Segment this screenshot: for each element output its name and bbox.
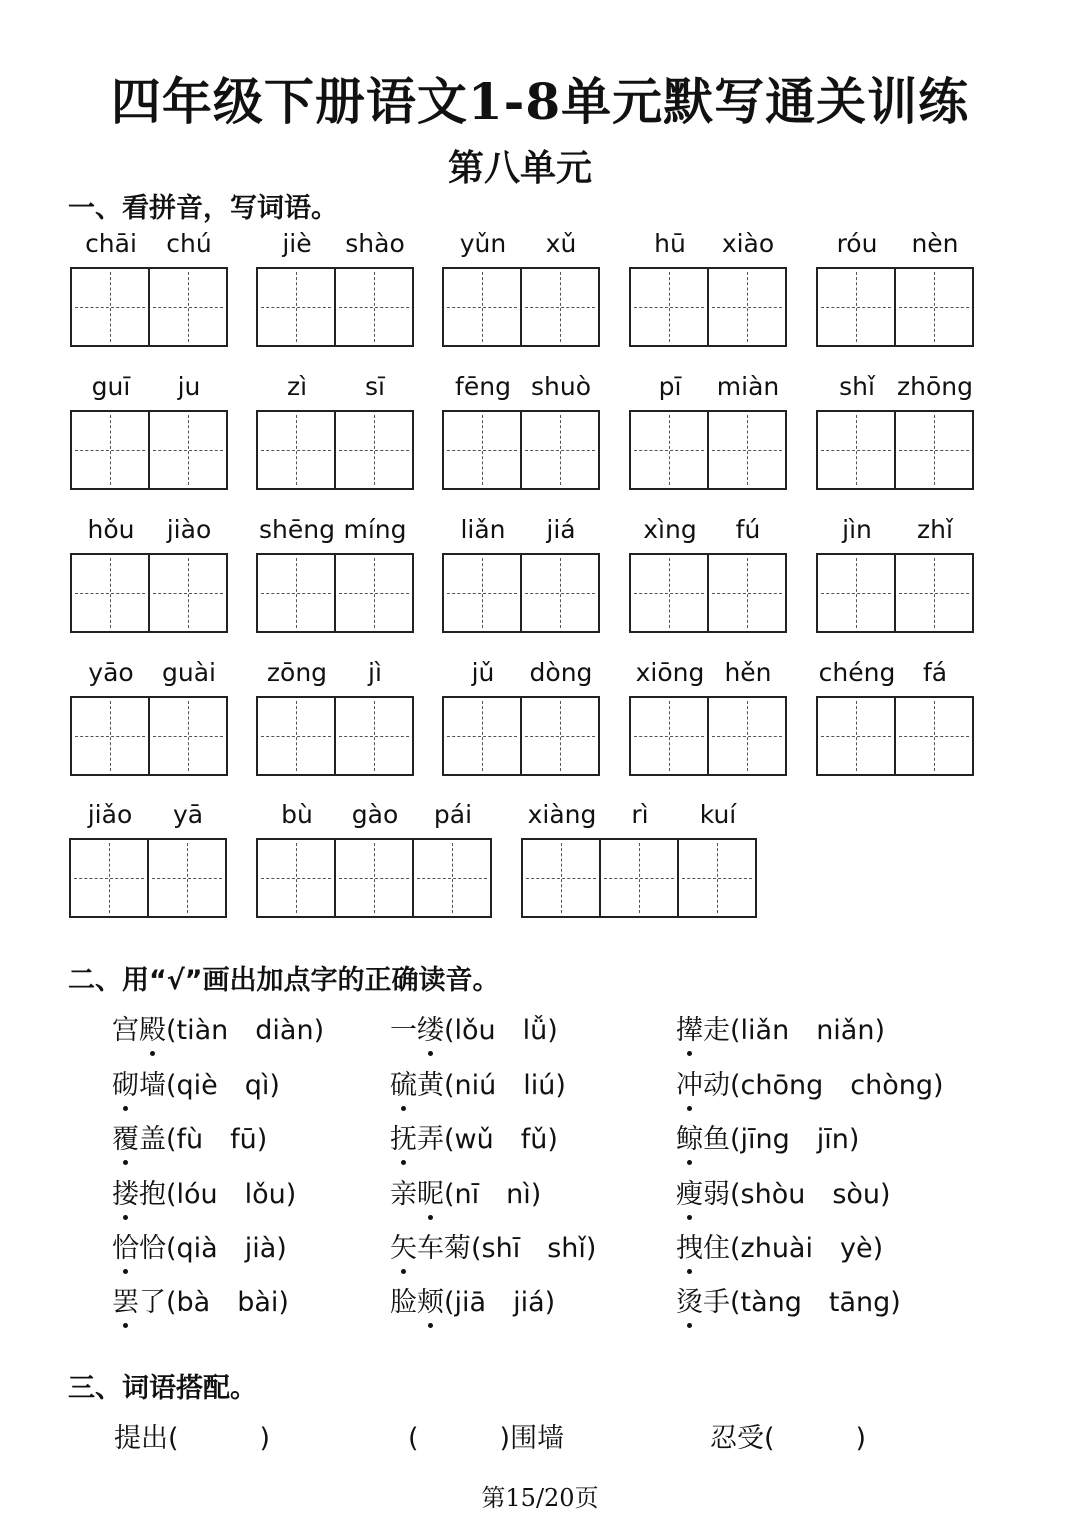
dotted-character: 瘦 (676, 1172, 703, 1211)
pinyin-label: rì (631, 800, 649, 829)
writing-cell[interactable] (707, 229, 787, 347)
writing-cell[interactable] (256, 515, 335, 633)
writing-cell[interactable] (816, 229, 894, 347)
pronunciation-item[interactable]: 烫手(tàng tāng) (676, 1280, 901, 1319)
pronunciation-item[interactable]: 搂抱(lóu lǒu) (112, 1172, 296, 1211)
pinyin-label: kuí (699, 800, 737, 829)
pronunciation-item[interactable]: 瘦弱(shòu sòu) (676, 1172, 891, 1211)
section3-heading: 三、词语搭配。 (68, 1373, 257, 1404)
dotted-character: 搂 (112, 1172, 139, 1211)
reading-options[interactable]: (jīng jīn) (730, 1124, 860, 1155)
writing-cell[interactable] (629, 515, 707, 633)
writing-cell[interactable] (629, 658, 707, 776)
word-box[interactable] (521, 800, 757, 920)
writing-cell[interactable] (442, 372, 520, 490)
pronunciation-item[interactable]: 覆盖(fù fū) (112, 1117, 267, 1156)
writing-cell[interactable] (256, 658, 334, 776)
reading-options[interactable]: (qià jià) (166, 1233, 287, 1264)
pinyin-label: shuò (530, 372, 591, 401)
pinyin-label: gào (351, 800, 399, 829)
word-box[interactable] (442, 658, 600, 778)
writing-cell[interactable] (256, 800, 334, 918)
writing-cell[interactable] (412, 800, 492, 918)
writing-cell[interactable] (629, 372, 707, 490)
reading-options[interactable]: (chōng chòng) (730, 1070, 944, 1101)
pronunciation-item[interactable]: 罢了(bà bài) (112, 1280, 289, 1319)
reading-options[interactable]: (lǒu lǚ) (444, 1015, 558, 1046)
reading-options[interactable]: (niú liú) (444, 1070, 566, 1101)
pinyin-label: ju (177, 372, 201, 401)
writing-cell[interactable] (69, 800, 147, 918)
writing-cell[interactable] (334, 515, 414, 633)
pronunciation-item[interactable]: 脸颊(jiā jiá) (390, 1280, 555, 1319)
dotted-character: 砌 (112, 1063, 139, 1102)
writing-cell[interactable] (70, 515, 148, 633)
dotted-character: 冲 (676, 1063, 703, 1102)
reading-options[interactable]: (liǎn niǎn) (730, 1015, 885, 1046)
pronunciation-item[interactable]: 冲动(chōng chòng) (676, 1063, 944, 1102)
match-item-3[interactable]: 忍受( ) (710, 1423, 867, 1454)
word-box[interactable] (629, 229, 787, 349)
match-item-2[interactable]: ( )围墙 (408, 1423, 565, 1454)
writing-cell[interactable] (256, 229, 334, 347)
writing-cell[interactable] (442, 229, 520, 347)
pinyin-label: jiè (282, 229, 312, 258)
pronunciation-item[interactable]: 鲸鱼(jīng jīn) (676, 1117, 859, 1156)
section2-heading: 二、用“√”画出加点字的正确读音。 (68, 965, 500, 996)
writing-cell[interactable] (520, 229, 600, 347)
pinyin-label: pái (433, 800, 473, 829)
writing-cell[interactable] (334, 800, 412, 918)
word-box[interactable] (629, 372, 787, 492)
pinyin-label: guī (91, 372, 131, 401)
reading-options[interactable]: (wǔ fǔ) (444, 1124, 558, 1155)
pinyin-label: zhǐ (917, 515, 953, 544)
pinyin-label: hū (654, 229, 686, 258)
word-box[interactable] (442, 515, 600, 635)
pinyin-label: liǎn (460, 515, 506, 544)
pinyin-label: guài (162, 658, 216, 687)
pinyin-label: fá (922, 658, 948, 687)
word-box[interactable] (816, 658, 974, 778)
writing-cell[interactable] (442, 658, 520, 776)
writing-cell[interactable] (256, 372, 334, 490)
writing-cell[interactable] (894, 229, 974, 347)
writing-cell[interactable] (334, 229, 414, 347)
pronunciation-item[interactable]: 拽住(zhuài yè) (676, 1226, 883, 1265)
dotted-character: 罢 (112, 1280, 139, 1319)
writing-cell[interactable] (707, 515, 787, 633)
page-number: 第15/20页 (481, 1484, 599, 1512)
pinyin-label: jiào (166, 515, 212, 544)
writing-cell[interactable] (70, 372, 148, 490)
pinyin-label: chāi (85, 229, 137, 258)
pinyin-label: dòng (529, 658, 593, 687)
word-box[interactable] (69, 800, 227, 920)
dotted-character: 颊 (417, 1280, 444, 1319)
writing-cell[interactable] (599, 800, 677, 918)
pronunciation-item[interactable]: 恰恰(qià jià) (112, 1226, 287, 1265)
pinyin-label: fú (735, 515, 761, 544)
pronunciation-item[interactable]: 硫黄(niú liú) (390, 1063, 566, 1102)
pinyin-label: róu (836, 229, 878, 258)
reading-options[interactable]: (shòu sòu) (730, 1179, 891, 1210)
writing-cell[interactable] (629, 229, 707, 347)
pinyin-label: zhōng (897, 372, 973, 401)
pinyin-label: jiá (546, 515, 576, 544)
pinyin-label: xǔ (545, 229, 577, 258)
word-box[interactable] (442, 229, 600, 349)
writing-cell[interactable] (677, 800, 757, 918)
writing-cell[interactable] (442, 515, 520, 633)
pinyin-label: hěn (724, 658, 772, 687)
writing-cell[interactable] (816, 372, 894, 490)
writing-cell[interactable] (147, 800, 227, 918)
reading-options[interactable]: (qiè qì) (166, 1070, 280, 1101)
word-box[interactable] (256, 800, 492, 920)
pronunciation-item[interactable]: 砌墙(qiè qì) (112, 1063, 280, 1102)
pinyin-label: xiào (721, 229, 775, 258)
reading-options[interactable]: (zhuài yè) (730, 1233, 884, 1264)
word-box[interactable] (256, 229, 414, 349)
writing-cell[interactable] (148, 372, 228, 490)
pinyin-label: shào (345, 229, 405, 258)
word-box[interactable] (256, 515, 414, 635)
writing-cell[interactable] (334, 658, 414, 776)
word-box[interactable] (70, 229, 228, 349)
reading-options[interactable]: (jiā jiá) (444, 1287, 556, 1318)
pinyin-label: jì (368, 658, 382, 687)
writing-cell[interactable] (707, 372, 787, 490)
word-box[interactable] (816, 515, 974, 635)
pinyin-label: chú (166, 229, 212, 258)
dotted-character: 鲸 (676, 1117, 703, 1156)
writing-cell[interactable] (148, 229, 228, 347)
pronunciation-item[interactable]: 宫殿(tiàn diàn) (112, 1008, 324, 1047)
pinyin-label: jìn (842, 515, 872, 544)
pinyin-label: miàn (716, 372, 780, 401)
writing-cell[interactable] (816, 658, 896, 776)
dotted-character: 硫 (390, 1063, 417, 1102)
writing-cell[interactable] (521, 800, 599, 918)
writing-cell[interactable] (816, 515, 894, 633)
pinyin-label: shēng (259, 515, 335, 544)
pinyin-label: bù (281, 800, 313, 829)
pronunciation-item[interactable]: 矢车菊(shī shǐ) (390, 1226, 596, 1265)
pinyin-label: nèn (911, 229, 959, 258)
dotted-character: 拽 (676, 1226, 703, 1265)
word-box[interactable] (442, 372, 600, 492)
word-box[interactable] (256, 658, 414, 778)
pinyin-label: zōng (266, 658, 328, 687)
pinyin-label: chéng (818, 658, 896, 687)
reading-options[interactable]: (tiàn diàn) (166, 1015, 325, 1046)
reading-options[interactable]: (fù fū) (166, 1124, 268, 1155)
pinyin-label: sī (365, 372, 385, 401)
pronunciation-item[interactable]: 抚弄(wǔ fǔ) (390, 1117, 558, 1156)
pinyin-label: yā (172, 800, 204, 829)
pinyin-label: pī (658, 372, 682, 401)
writing-cell[interactable] (707, 658, 787, 776)
reading-options[interactable]: (tàng tāng) (730, 1287, 901, 1318)
dotted-character: 昵 (417, 1172, 444, 1211)
pinyin-label: xìng (643, 515, 697, 544)
writing-cell[interactable] (894, 515, 974, 633)
pinyin-label: shǐ (839, 372, 875, 401)
writing-cell[interactable] (520, 658, 600, 776)
word-box[interactable] (816, 372, 974, 492)
pinyin-label: zì (286, 372, 308, 401)
match-item-1[interactable]: 提出( ) (114, 1423, 271, 1454)
word-box[interactable] (70, 658, 228, 778)
reading-options[interactable]: (bà bài) (166, 1287, 289, 1318)
pronunciation-item[interactable]: 一缕(lǒu lǚ) (390, 1008, 558, 1047)
reading-options[interactable]: (nī nì) (444, 1179, 542, 1210)
writing-cell[interactable] (70, 229, 148, 347)
dotted-character: 缕 (417, 1008, 444, 1047)
pinyin-label: xiàng (527, 800, 597, 829)
writing-cell[interactable] (70, 658, 148, 776)
writing-cell[interactable] (520, 515, 600, 633)
dotted-character: 恰 (112, 1226, 139, 1265)
page-title: 四年级下册语文1-8单元默写通关训练 (110, 72, 970, 131)
writing-cell[interactable] (334, 372, 414, 490)
pinyin-label: míng (343, 515, 407, 544)
pronunciation-item[interactable]: 亲昵(nī nì) (390, 1172, 541, 1211)
section1-heading: 一、看拼音，写词语。 (68, 193, 338, 224)
word-box[interactable] (816, 229, 974, 349)
dotted-character: 覆 (112, 1117, 139, 1156)
dotted-character: 殿 (139, 1008, 166, 1047)
writing-cell[interactable] (894, 658, 974, 776)
pronunciation-item[interactable]: 撵走(liǎn niǎn) (676, 1008, 885, 1047)
writing-cell[interactable] (148, 658, 228, 776)
dotted-character: 烫 (676, 1280, 703, 1319)
pinyin-label: fēng (455, 372, 511, 401)
unit-subtitle: 第八单元 (447, 147, 592, 189)
dotted-character: 矢 (390, 1226, 417, 1265)
word-box[interactable] (629, 515, 787, 635)
pinyin-label: jǔ (471, 658, 495, 687)
reading-options[interactable]: (lóu lǒu) (166, 1179, 297, 1210)
word-box[interactable] (70, 515, 228, 635)
pinyin-label: xiōng (635, 658, 705, 687)
writing-cell[interactable] (520, 372, 600, 490)
pinyin-label: yǔn (459, 229, 507, 258)
dotted-character: 撵 (676, 1008, 703, 1047)
writing-cell[interactable] (894, 372, 974, 490)
word-box[interactable] (70, 372, 228, 492)
reading-options[interactable]: (shī shǐ) (471, 1233, 597, 1264)
writing-cell[interactable] (148, 515, 228, 633)
pinyin-label: hǒu (87, 515, 135, 544)
word-box[interactable] (256, 372, 414, 492)
pinyin-label: yāo (88, 658, 134, 687)
word-box[interactable] (629, 658, 787, 778)
pinyin-label: jiǎo (87, 800, 133, 829)
dotted-character: 抚 (390, 1117, 417, 1156)
